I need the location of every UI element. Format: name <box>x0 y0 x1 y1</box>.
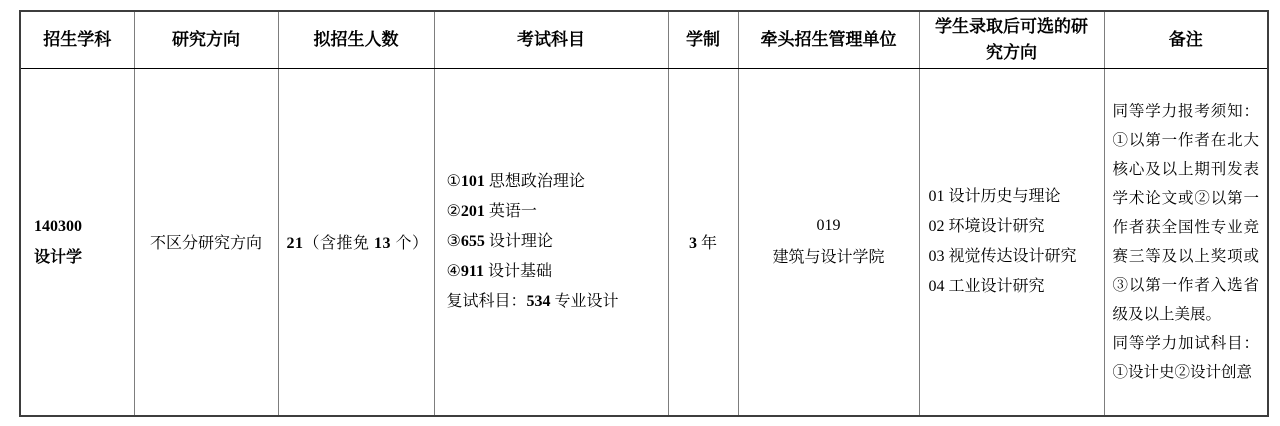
header-research-direction: 研究方向 <box>134 11 278 68</box>
admin-unit-name: 建筑与设计学院 <box>772 248 885 266</box>
cell-admin-unit <box>738 68 919 416</box>
admissions-table <box>19 10 1269 417</box>
exam-retest-line: 复试科目：534 专业设计 <box>446 292 619 310</box>
cell-exam-subjects <box>434 68 668 416</box>
header-optional-directions: 学生录取后可选的研究方向 <box>919 11 1104 68</box>
exam-subject-line: ③655 设计理论 <box>446 232 553 250</box>
header-notes: 备注 <box>1104 11 1268 68</box>
header-admin-unit: 牵头招生管理单位 <box>738 11 919 68</box>
cell-discipline <box>20 68 134 416</box>
header-discipline: 招生学科 <box>20 11 134 68</box>
optional-direction-item: 03 视觉传达设计研究 <box>928 247 1077 265</box>
optional-direction-item: 02 环境设计研究 <box>928 217 1045 235</box>
cell-research-direction: 不区分研究方向 <box>134 68 278 416</box>
admin-unit-code: 019 <box>816 216 841 234</box>
cell-notes <box>1104 68 1268 416</box>
header-enrollment: 拟招生人数 <box>278 11 434 68</box>
discipline-name: 设计学 <box>34 248 83 266</box>
header-duration: 学制 <box>668 11 738 68</box>
exam-subject-line: ②201 英语一 <box>446 202 537 220</box>
discipline-code: 140300 <box>34 217 82 235</box>
optional-direction-item: 01 设计历史与理论 <box>928 187 1061 205</box>
cell-enrollment: 21（含推免 13 个） <box>278 68 434 416</box>
optional-direction-item: 04 工业设计研究 <box>928 277 1045 295</box>
cell-optional-directions <box>919 68 1104 416</box>
exam-subject-line: ①101 思想政治理论 <box>446 172 585 190</box>
exam-subject-line: ④911 设计基础 <box>446 262 552 280</box>
notes-paragraph-extra-subjects: 同等学力加试科目：①设计史②设计创意 <box>1112 334 1259 381</box>
table-row <box>20 68 1268 416</box>
table-header-row <box>20 11 1268 68</box>
header-exam-subjects: 考试科目 <box>434 11 668 68</box>
notes-paragraph-equivalency-requirements: 同等学力报考须知：①以第一作者在北大核心及以上期刊发表学术论文或②以第一作者获全国性专业竞赛三等及以上奖项或③以第一作者入选省级及以上美展。 <box>1112 102 1259 323</box>
cell-duration: 3 年 <box>668 68 738 416</box>
